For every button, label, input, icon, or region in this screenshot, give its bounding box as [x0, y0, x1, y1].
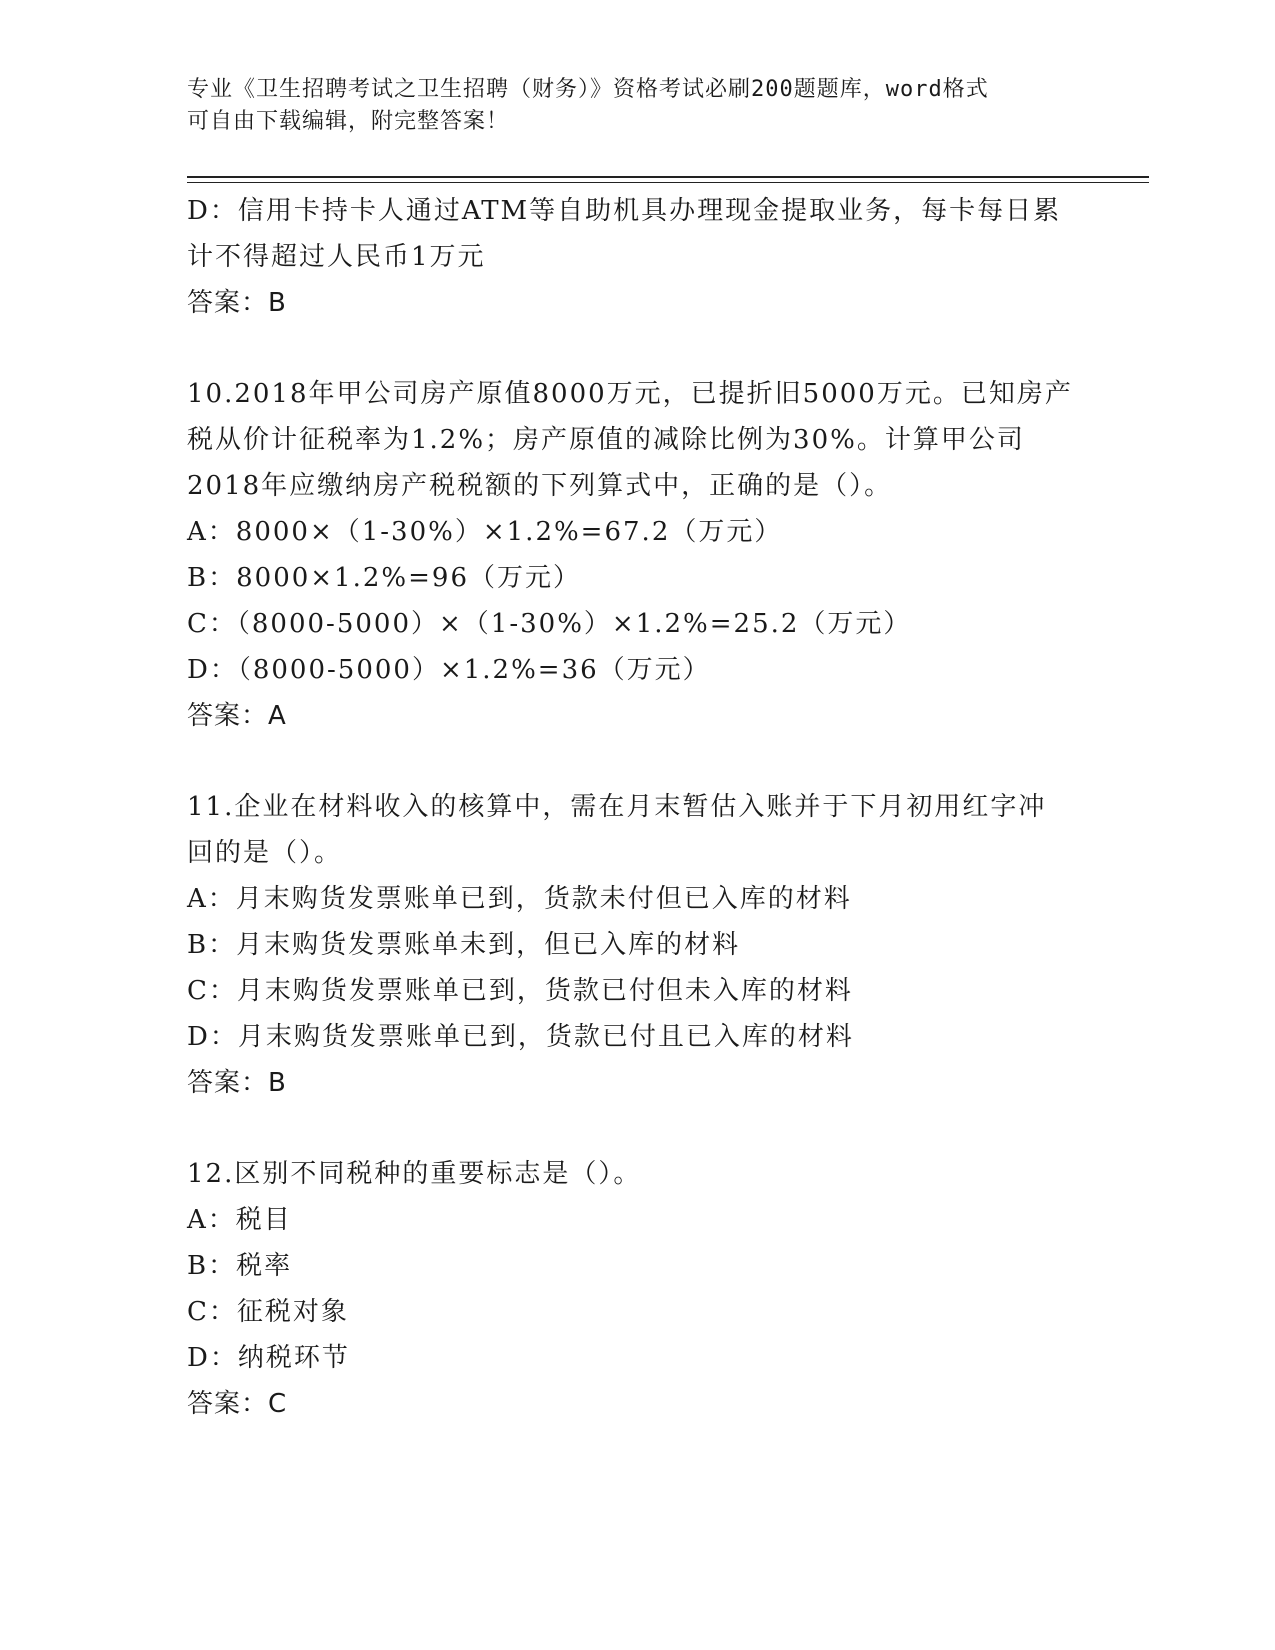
question-block [187, 188, 1087, 326]
option-c: C：征税对象 [187, 1297, 349, 1327]
question-block [187, 784, 1087, 1106]
option-d: D：（8000-5000）×1.2%=36（万元） [187, 655, 711, 685]
option-a: A：税目 [187, 1205, 292, 1235]
header-line-2: 可自由下载编辑，附完整答案！ [187, 109, 510, 134]
option-d: D：月末购货发票账单已到，货款已付且已入库的材料 [187, 1022, 854, 1052]
answer-line: 答案：B [187, 1068, 287, 1098]
option-d: D：纳税环节 [187, 1343, 350, 1373]
question-list [187, 188, 1087, 1427]
option-b: B：月末购货发票账单未到，但已入库的材料 [187, 930, 741, 960]
answer-line: 答案：C [187, 1389, 288, 1419]
question-stem-line: 税从价计征税率为1.2%；房产原值的减除比例为30%。计算甲公司 [187, 425, 1025, 455]
option-a: A：月末购货发票账单已到，货款未付但已入库的材料 [187, 884, 852, 914]
document-header [187, 74, 1067, 138]
option-a: A：8000×（1-30%）×1.2%=67.2（万元） [187, 517, 783, 547]
option-b: B：8000×1.2%=96（万元） [187, 563, 581, 593]
question-stem-line: 回的是（）。 [187, 838, 343, 868]
question-block [187, 1151, 1087, 1427]
answer-line: 答案：A [187, 701, 287, 731]
question-spacer [187, 739, 1087, 784]
option-c: C：（8000-5000）×（1-30%）×1.2%=25.2（万元） [187, 609, 912, 639]
question-line: D：信用卡持卡人通过ATM等自助机具办理现金提取业务，每卡每日累 [187, 196, 1062, 226]
question-line: 计不得超过人民币1万元 [187, 242, 486, 272]
header-line-1: 专业《卫生招聘考试之卫生招聘（财务）》资格考试必刷200题题库，word格式 [187, 77, 989, 102]
question-stem-line: 12.区别不同税种的重要标志是（）。 [187, 1159, 642, 1189]
question-stem-line: 11.企业在材料收入的核算中，需在月末暂估入账并于下月初用红字冲 [187, 792, 1047, 822]
question-stem-line: 2018年应缴纳房产税税额的下列算式中，正确的是（）。 [187, 471, 893, 501]
header-divider-thin [187, 182, 1149, 183]
answer-line: 答案：B [187, 288, 287, 318]
question-block [187, 371, 1087, 739]
question-spacer [187, 1106, 1087, 1151]
option-b: B：税率 [187, 1251, 293, 1281]
header-divider-thick [187, 176, 1149, 178]
question-spacer [187, 326, 1087, 371]
option-c: C：月末购货发票账单已到，货款已付但未入库的材料 [187, 976, 853, 1006]
question-stem-line: 10.2018年甲公司房产原值8000万元，已提折旧5000万元。已知房产 [187, 379, 1073, 409]
